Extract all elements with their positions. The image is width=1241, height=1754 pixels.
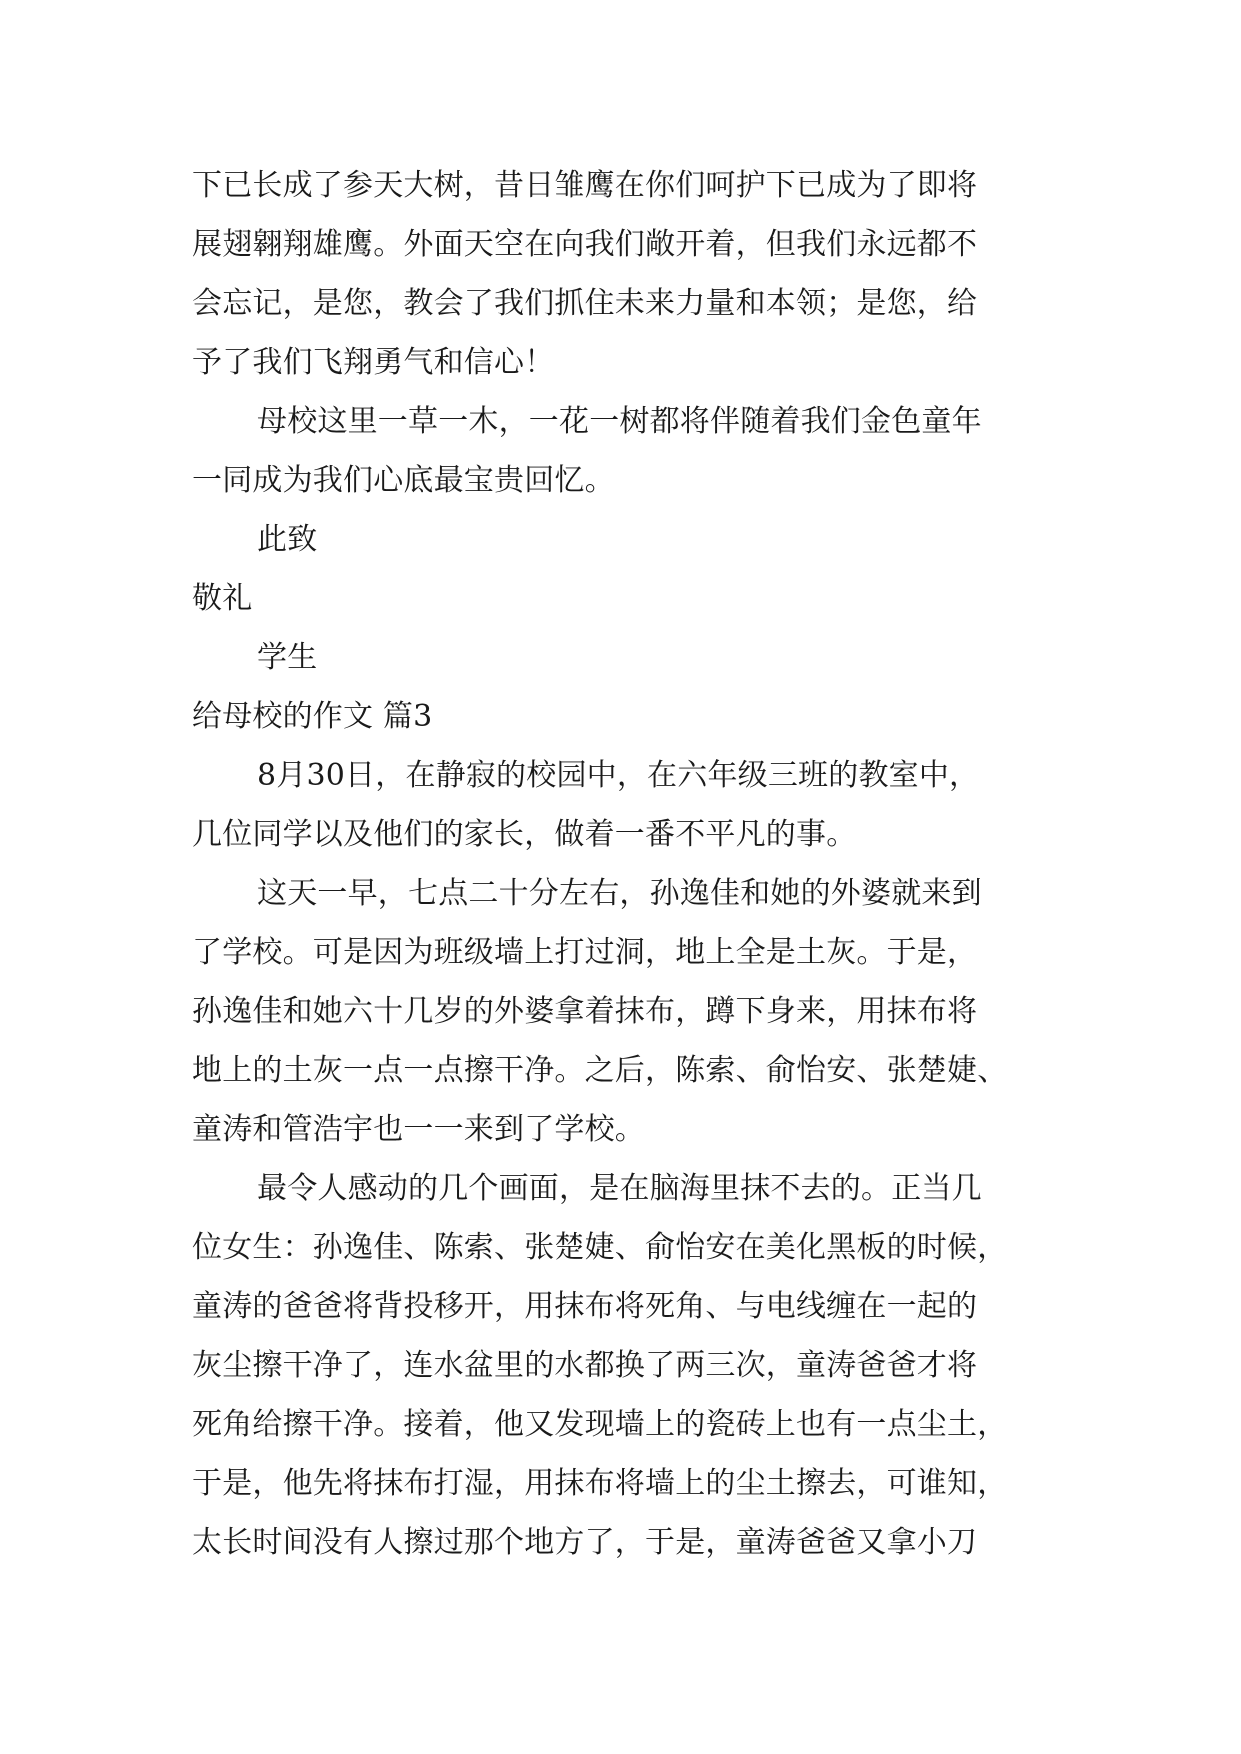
text-line: 一同成为我们心底最宝贵回忆。 <box>192 463 615 498</box>
text-line: 太长时间没有人擦过那个地方了，于是，童涛爸爸又拿小刀 <box>192 1525 978 1560</box>
signature: 学生 <box>257 640 318 675</box>
text-line: 童涛和管浩宇也一一来到了学校。 <box>192 1112 645 1147</box>
text-line: 会忘记，是您，教会了我们抓住未来力量和本领；是您，给 <box>192 286 978 321</box>
closing-regards: 敬礼 <box>192 581 253 616</box>
text-line: 于是，他先将抹布打湿，用抹布将墙上的尘土擦去，可谁知， <box>192 1466 1008 1501</box>
paragraph-start-line: 8月30日，在静寂的校园中，在六年级三班的教室中， <box>257 758 980 793</box>
closing-salutation: 此致 <box>257 522 318 557</box>
text-line: 灰尘擦干净了，连水盆里的水都换了两三次，童涛爸爸才将 <box>192 1348 978 1383</box>
text-line: 位女生：孙逸佳、陈索、张楚婕、俞怡安在美化黑板的时候， <box>192 1230 1008 1265</box>
paragraph-start-line: 母校这里一草一木，一花一树都将伴随着我们金色童年 <box>257 404 982 439</box>
text-line: 了学校。可是因为班级墙上打过洞，地上全是土灰。于是， <box>192 935 978 970</box>
text-line: 地上的土灰一点一点擦干净。之后，陈索、俞怡安、张楚婕、 <box>192 1053 1008 1088</box>
text-line: 展翅翱翔雄鹰。外面天空在向我们敞开着，但我们永远都不 <box>192 227 978 262</box>
section-title: 给母校的作文 篇3 <box>192 699 433 734</box>
paragraph-start-line: 这天一早，七点二十分左右，孙逸佳和她的外婆就来到 <box>257 876 982 911</box>
text-line: 童涛的爸爸将背投移开，用抹布将死角、与电线缠在一起的 <box>192 1289 978 1324</box>
paragraph-start-line: 最令人感动的几个画面，是在脑海里抹不去的。正当几 <box>257 1171 982 1206</box>
text-line: 孙逸佳和她六十几岁的外婆拿着抹布，蹲下身来，用抹布将 <box>192 994 978 1029</box>
text-line: 予了我们飞翔勇气和信心！ <box>192 345 555 380</box>
text-line: 几位同学以及他们的家长，做着一番不平凡的事。 <box>192 817 857 852</box>
text-line: 下已长成了参天大树，昔日雏鹰在你们呵护下已成为了即将 <box>192 168 978 203</box>
document-body <box>192 156 1062 1572</box>
text-line: 死角给擦干净。接着，他又发现墙上的瓷砖上也有一点尘土， <box>192 1407 1008 1442</box>
